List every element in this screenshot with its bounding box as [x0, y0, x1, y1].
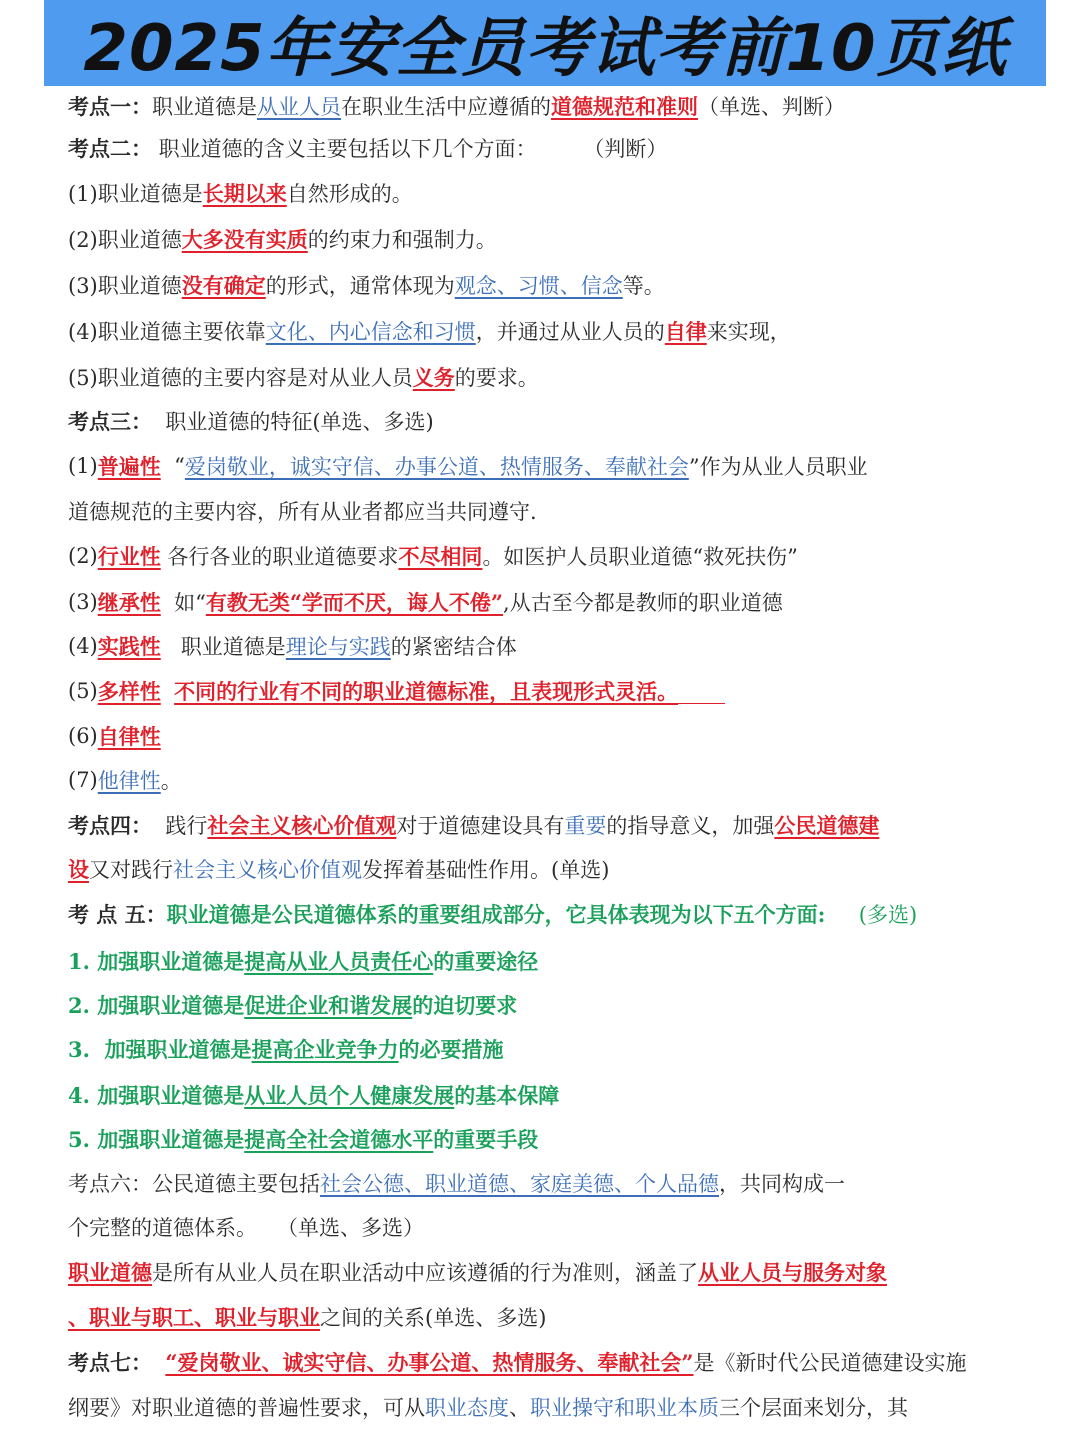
line-text: ，共同构成一: [719, 1172, 845, 1196]
line-text: 。: [160, 769, 182, 793]
line-text: (5)职业道德的主要内容是对从业人员: [68, 366, 413, 390]
highlight-text: 行业性: [97, 544, 161, 569]
line-text: 重要: [564, 814, 607, 838]
highlight-text: 促进企业和谐发展: [244, 993, 413, 1018]
line-text: 如“: [160, 591, 206, 615]
line-text: 又对践行: [89, 858, 173, 882]
line-text: (4): [68, 634, 98, 658]
line-text: (2): [68, 544, 98, 568]
section-heading: 考点四：: [68, 813, 152, 838]
highlight-text: 从业人员个人健康发展: [244, 1083, 455, 1108]
line-text: 职业道德是公民道德体系的重要组成部分，它具体表现为以下五个方面:: [166, 902, 826, 927]
section-heading: 考 点 五：: [68, 902, 167, 927]
line-text: ”作为从业人员职业: [688, 455, 868, 479]
line-text: 职业态度: [425, 1396, 509, 1420]
line-text: [678, 679, 725, 704]
highlight-text: 不同的行业有不同的职业道德标准，且表现形式灵活。: [174, 679, 679, 704]
line-text: 5. 加强职业道德是: [68, 1127, 245, 1152]
line-text: 的重要途径: [433, 949, 539, 974]
notes-content: [68, 86, 1018, 1428]
line-text: 是所有从业人员在职业活动中应该遵循的行为准则，涵盖了: [152, 1261, 698, 1285]
line-text: 等。: [622, 274, 665, 298]
line-text: 在职业生活中应遵循的: [341, 95, 551, 119]
line-text: 个完整的道德体系。 （单选、多选）: [68, 1216, 425, 1240]
text-line: [68, 126, 1018, 170]
line-text: 三个层面来划分，其: [719, 1396, 908, 1420]
text-line: [68, 1160, 1018, 1206]
section-heading: 考点二：: [68, 136, 152, 161]
line-text: (3)职业道德: [68, 274, 182, 298]
highlight-text: 没有确定: [181, 273, 266, 298]
highlight-text: 实践性: [97, 634, 161, 659]
highlight-text: 他律性: [97, 769, 161, 793]
text-line: [68, 532, 1018, 580]
text-line: [68, 848, 1018, 890]
text-line: [68, 262, 1018, 308]
section-heading: 考点七：: [68, 1350, 152, 1375]
line-text: (4)职业道德主要依靠: [68, 320, 266, 344]
line-text: 职业道德是: [160, 635, 286, 659]
line-text: 职业操守和职业本质: [530, 1396, 719, 1420]
line-text: (多选): [825, 903, 918, 927]
line-text: (1): [68, 454, 98, 478]
text-line: [68, 400, 1018, 442]
text-line: [68, 624, 1018, 668]
page-title: 2025年安全员考试考前10页纸: [83, 12, 1007, 86]
text-line: [68, 802, 1018, 848]
line-text: 、: [509, 1396, 530, 1420]
highlight-text: 设: [68, 857, 89, 882]
highlight-text: 自律: [664, 319, 707, 344]
highlight-text: 文化、内心信念和习惯: [265, 320, 476, 344]
highlight-text: 道德规范和准则: [551, 94, 698, 119]
text-line: [68, 984, 1018, 1026]
line-text: “: [160, 454, 185, 478]
line-text: 是《新时代公民道德建设实施: [693, 1351, 967, 1375]
line-text: 职业道德的含义主要包括以下几个方面： （判断）: [152, 137, 668, 161]
highlight-text: 社会公德、职业道德、家庭美德、个人品德: [320, 1172, 719, 1196]
line-text: 的要求。: [454, 366, 539, 390]
text-line: [68, 714, 1018, 758]
line-text: 2. 加强职业道德是: [68, 993, 245, 1018]
line-text: [152, 1350, 165, 1374]
highlight-text: 、职业与职工、职业与职业: [68, 1305, 320, 1330]
highlight-text: 观念、习惯、信念: [454, 274, 623, 298]
highlight-text: “爱岗敬业、诚实守信、办事公道、热情服务、奉献社会”: [165, 1350, 694, 1375]
line-text: (5): [68, 679, 98, 703]
text-line: [68, 890, 1018, 938]
text-line: [68, 490, 1018, 532]
line-text: 。如医护人员职业道德“救死扶伤”: [482, 545, 798, 569]
highlight-text: 公民道德建: [774, 813, 880, 838]
line-text: (7): [68, 768, 98, 792]
line-text: 3. 加强职业道德是: [68, 1037, 252, 1062]
line-text: 发挥着基础性作用。(单选): [362, 858, 610, 882]
highlight-text: 自律性: [97, 724, 161, 749]
line-text: 纲要》对职业道德的普遍性要求，可从: [68, 1396, 425, 1420]
highlight-text: 提高从业人员责任心: [244, 949, 434, 974]
line-text: 各行各业的职业道德要求: [160, 545, 399, 569]
title-banner: [44, 0, 1046, 86]
line-text: ，并通过从业人员的: [475, 320, 665, 344]
highlight-text: 从业人员: [257, 95, 341, 119]
line-text: 之间的关系(单选、多选): [320, 1306, 547, 1330]
line-text: 的重要手段: [433, 1127, 539, 1152]
line-text: 来实现，: [706, 320, 791, 344]
text-line: [68, 938, 1018, 984]
section-heading: 考点一：: [68, 94, 152, 119]
line-text: 考点六：公民道德主要包括: [68, 1172, 320, 1196]
text-line: [68, 1338, 1018, 1386]
line-text: (3): [68, 590, 98, 614]
text-line: [68, 668, 1018, 714]
text-line: [68, 216, 1018, 262]
line-text: 的约束力和强制力。: [307, 228, 497, 252]
text-line: [68, 1206, 1018, 1248]
text-line: [68, 354, 1018, 400]
text-line: [68, 170, 1018, 216]
highlight-text: 提高全社会道德水平: [244, 1127, 434, 1152]
highlight-text: 继承性: [97, 590, 161, 615]
highlight-text: 长期以来: [202, 181, 287, 206]
text-line: [68, 308, 1018, 354]
text-line: [68, 758, 1018, 802]
line-text: [161, 679, 174, 703]
highlight-text: 理论与实践: [285, 635, 391, 659]
highlight-text: 有教无类“学而不厌，诲人不倦”: [205, 590, 504, 615]
line-text: （单选、判断）: [698, 95, 845, 119]
highlight-text: 不尽相同: [398, 544, 483, 569]
line-text: 的必要措施: [398, 1037, 504, 1062]
line-text: 社会主义核心价值观: [173, 858, 362, 882]
text-line: [68, 1386, 1018, 1428]
line-text: 对于道德建设具有: [396, 814, 565, 838]
line-text: 的指导意义，加强: [606, 814, 775, 838]
line-text: (6): [68, 724, 98, 748]
line-text: 4. 加强职业道德是: [68, 1083, 245, 1108]
line-text: 职业道德的特征(单选、多选): [152, 410, 434, 434]
line-text: 的形式，通常体现为: [265, 274, 455, 298]
text-line: [68, 1296, 1018, 1338]
highlight-text: 从业人员与服务对象: [698, 1260, 887, 1285]
highlight-text: 多样性: [97, 679, 161, 704]
text-line: [68, 1118, 1018, 1160]
highlight-text: 普遍性: [97, 454, 161, 479]
section-heading: 考点三：: [68, 409, 152, 434]
line-text: ,从古至今都是教师的职业道德: [503, 591, 783, 615]
line-text: 1. 加强职业道德是: [68, 949, 245, 974]
line-text: 自然形成的。: [286, 182, 413, 206]
text-line: [68, 1072, 1018, 1118]
highlight-text: 社会主义核心价值观: [207, 813, 397, 838]
text-line: [68, 1026, 1018, 1072]
highlight-text: 义务: [412, 365, 455, 390]
highlight-text: 大多没有实质: [181, 227, 308, 252]
line-text: 的紧密结合体: [390, 635, 517, 659]
text-line: [68, 86, 1018, 126]
line-text: (1)职业道德是: [68, 182, 203, 206]
line-text: 道德规范的主要内容，所有从业者都应当共同遵守.: [68, 500, 537, 524]
text-line: [68, 442, 1018, 490]
highlight-text: 提高企业竞争力: [251, 1037, 399, 1062]
line-text: (2)职业道德: [68, 228, 182, 252]
text-line: [68, 1248, 1018, 1296]
highlight-text: 爱岗敬业，诚实守信、办事公道、热情服务、奉献社会: [184, 455, 689, 479]
line-text: 践行: [152, 814, 208, 838]
text-line: [68, 580, 1018, 624]
line-text: 的迫切要求: [412, 993, 518, 1018]
line-text: 的基本保障: [454, 1083, 560, 1108]
line-text: 职业道德是: [152, 95, 257, 119]
highlight-text: 职业道德: [68, 1260, 152, 1285]
